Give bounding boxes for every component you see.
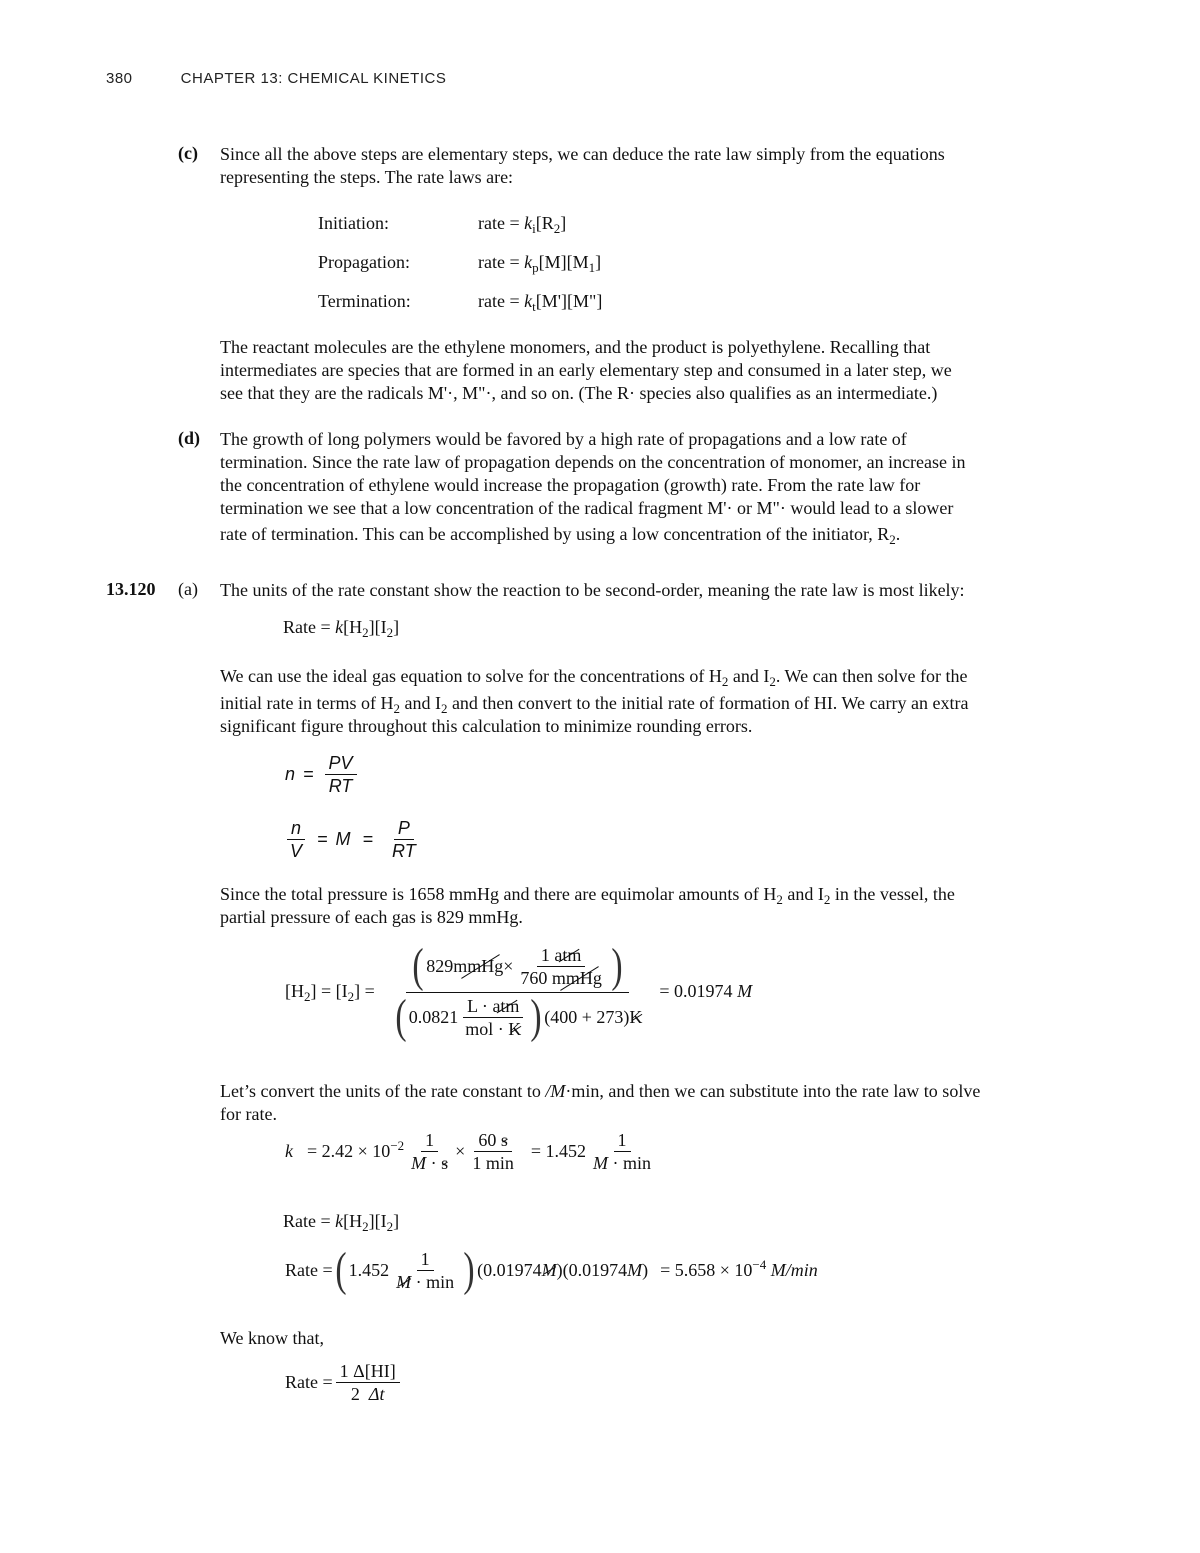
subscript: 2 <box>304 989 311 1004</box>
numerator: PV <box>325 752 357 775</box>
text: = 0.01974 <box>659 981 738 1001</box>
species: [R <box>535 213 554 233</box>
inverse-m-s <box>407 1129 452 1174</box>
page-number: 380 <box>106 70 133 87</box>
rate-law-name: Termination: <box>318 291 411 311</box>
species: [M][M <box>538 252 589 272</box>
k-symbol: k <box>524 252 533 272</box>
species: [M'][M"] <box>535 291 603 311</box>
text: ) <box>642 1259 649 1280</box>
denominator: RT <box>392 841 416 861</box>
k-subscript: p <box>532 260 539 275</box>
inverse-m-min <box>589 1129 655 1174</box>
equals: = <box>317 829 328 849</box>
cancelled-unit: atm <box>492 995 520 1016</box>
k-result: = 1.452 <box>530 1141 586 1161</box>
text: Since the total pressure is 1658 mmHg and there are equimolar amounts of H <box>220 884 777 904</box>
subscript: 2 <box>823 892 831 907</box>
text: Let’s convert the units of the rate constant to <box>220 1081 546 1101</box>
subscript: 2 <box>776 892 783 907</box>
rate-word: Rate = <box>283 617 336 637</box>
k-value <box>307 1138 405 1162</box>
part-c-label: (c) <box>178 143 198 163</box>
subscript: 2 <box>721 674 729 689</box>
i-symbol: ][I <box>368 617 387 637</box>
pressure-line-2: partial pressure of each gas is 829 mmHg. <box>220 907 523 927</box>
rate-word: Rate = <box>285 1259 333 1280</box>
paren-close: ) <box>611 939 623 992</box>
denominator <box>516 967 606 989</box>
text: 60 <box>478 1130 501 1150</box>
part-d-line-1: The growth of long polymers would be favored by a high rate of propagations and a low rate of <box>220 429 907 449</box>
paren-open: ( <box>395 990 407 1043</box>
ideal-gas-line-1 <box>220 665 968 688</box>
conversion-line-1 <box>220 1080 980 1103</box>
text: 760 <box>520 967 552 988</box>
h-symbol: [H <box>343 617 363 637</box>
text: initial rate in terms of H <box>220 693 394 713</box>
text: = 2.42 × 10 <box>307 1141 391 1161</box>
conversion-line-2: for rate. <box>220 1104 277 1124</box>
times: × <box>455 1141 466 1161</box>
cancelled-unit: M <box>396 1271 412 1292</box>
rate-law-name: Initiation: <box>318 213 389 233</box>
unit: M/min <box>766 1259 818 1280</box>
text: Δt <box>368 1384 385 1404</box>
part-c-para-line-3: see that they are the radicals M'·, M"·, and so on. (The R· species also qualifies as an intermediate.) <box>220 383 938 403</box>
exponent: −2 <box>390 1138 405 1153</box>
text: (400 + 273) <box>544 1007 630 1027</box>
equation-molarity <box>283 817 423 862</box>
bracket: ] <box>393 617 400 637</box>
subscript: 2 <box>889 532 896 547</box>
subscript: 2 <box>362 625 369 640</box>
numerator <box>336 1360 400 1383</box>
text: . We can then solve for the <box>775 666 968 686</box>
chapter-title: CHAPTER 13: CHEMICAL KINETICS <box>180 70 447 87</box>
numerator: P <box>394 817 414 840</box>
unit: /M <box>545 1081 566 1101</box>
k-subscript: t <box>532 299 536 314</box>
fraction-pv-rt <box>325 752 357 797</box>
denominator: RT <box>328 776 353 796</box>
cancelled-unit: s <box>500 1130 508 1150</box>
equals: = <box>362 829 374 849</box>
text: and then convert to the initial rate of formation of HI. We carry an extra <box>447 693 969 713</box>
species-subscript: 1 <box>588 260 596 275</box>
part-c-line-1: Since all the above steps are elementary steps, we can deduce the rate law simply from the equations <box>220 144 945 164</box>
denominator: 1 min <box>472 1153 514 1173</box>
text: = 5.658 × 10 <box>660 1259 753 1280</box>
text: Δ[HI] <box>353 1361 396 1381</box>
concentration-numerator <box>406 939 629 993</box>
equation-n-pv-rt <box>285 752 360 797</box>
rate-law-name: Propagation: <box>318 252 410 272</box>
equation-rate-hi <box>285 1360 403 1405</box>
text: 0.0821 <box>408 1007 459 1027</box>
problem-number: 13.120 <box>106 579 156 599</box>
rate-word: rate = <box>478 291 525 311</box>
k-symbol: k <box>285 1141 293 1161</box>
text: . <box>895 524 901 544</box>
subscript: 2 <box>386 1219 394 1234</box>
text: ] = [I <box>310 981 348 1001</box>
rate-word: rate = <box>478 252 525 272</box>
k-symbol: k <box>524 291 533 311</box>
part-a-intro: The units of the rate constant show the reaction to be second-order, meaning the rate law is most likely: <box>220 580 965 600</box>
text: mol · <box>465 1018 509 1039</box>
denominator <box>347 1383 389 1405</box>
we-know-that: We know that, <box>220 1328 325 1348</box>
part-c-line-2: representing the steps. The rate laws are: <box>220 167 514 187</box>
cancelled-unit: K <box>508 1018 522 1039</box>
fraction-p-rt <box>388 817 420 862</box>
m-symbol: M <box>411 1153 427 1173</box>
pressure-line-1 <box>220 883 955 906</box>
text: 1.452 <box>348 1259 390 1280</box>
rate-law-equation-2 <box>283 1210 399 1233</box>
times: × <box>503 956 514 976</box>
denominator <box>461 1018 525 1040</box>
subscript: 2 <box>393 701 400 716</box>
numerator: 1 <box>421 1129 438 1152</box>
part-d-label: (d) <box>178 428 200 448</box>
denominator <box>589 1152 655 1174</box>
m-symbol: M <box>737 981 753 1001</box>
fraction-half-delta <box>336 1360 400 1405</box>
gas-constant-unit <box>461 995 525 1040</box>
subscript: 2 <box>386 625 394 640</box>
text: )(0.01974 <box>556 1259 628 1280</box>
paren-close: ) <box>530 990 542 1043</box>
text: · min <box>411 1271 455 1292</box>
text: and I <box>782 884 824 904</box>
equation-concentration <box>285 939 753 1043</box>
equation-rate-calculation <box>285 1243 818 1296</box>
text: · min <box>608 1153 651 1173</box>
exponent: −4 <box>752 1256 767 1272</box>
text: [H <box>285 981 304 1001</box>
bracket: ] <box>393 1211 400 1231</box>
concentration-denominator <box>389 990 647 1043</box>
rate-law-expression <box>478 252 601 273</box>
part-d-line-4: termination we see that a low concentration of the radical fragment M'· or M"· would lead to a slower <box>220 498 954 518</box>
equals: = <box>303 764 314 784</box>
concentration-lhs <box>285 981 375 1002</box>
text: 2 <box>350 1384 360 1404</box>
part-d-line-5 <box>220 523 900 546</box>
part-c-para-line-1: The reactant molecules are the ethylene monomers, and the product is polyethylene. Recalling that <box>220 337 931 357</box>
denominator: M · s <box>411 1153 449 1173</box>
m-symbol: M <box>593 1153 608 1173</box>
page-header <box>106 70 446 87</box>
numerator: 1 <box>417 1248 434 1271</box>
subscript: 2 <box>769 674 776 689</box>
cancelled-unit: atm <box>554 944 582 965</box>
denominator <box>392 1271 458 1293</box>
inverse-m-min <box>392 1248 458 1293</box>
cancelled-unit: s <box>441 1153 449 1173</box>
rate-law-expression <box>478 213 566 234</box>
m-symbol: M <box>627 1259 643 1280</box>
h-symbol: [H <box>343 1211 363 1231</box>
rate-law-equation-1 <box>283 616 399 639</box>
subscript: 2 <box>362 1219 369 1234</box>
concentration-result <box>659 981 752 1002</box>
part-d-line-2: termination. Since the rate law of propagation depends on the concentration of monomer, an increase in <box>220 452 966 472</box>
equation-k-conversion <box>285 1129 658 1174</box>
bracket: ] <box>560 213 567 233</box>
part-d-line-3: the concentration of ethylene would increase the propagation (growth) rate. From the rate law for <box>220 475 921 495</box>
part-a-label: (a) <box>178 579 198 599</box>
m-symbol: M <box>335 829 351 849</box>
rate-word: Rate = <box>285 1372 333 1392</box>
text: and I <box>728 666 770 686</box>
numerator <box>463 995 523 1018</box>
text: ·min, and then we can substitute into the rate law to solve <box>565 1081 981 1101</box>
text: ] = <box>354 981 375 1001</box>
cancelled-unit: mmHg <box>551 967 602 988</box>
rate-word: rate = <box>478 213 525 233</box>
paren-open: ( <box>412 939 424 992</box>
seconds-per-minute <box>468 1129 518 1174</box>
fraction-n-v <box>286 817 306 862</box>
numerator <box>474 1129 512 1152</box>
text: L · <box>467 995 493 1016</box>
k-symbol: k <box>335 1211 344 1231</box>
bracket: ] <box>595 252 602 272</box>
ideal-gas-line-2 <box>220 692 968 715</box>
k-symbol: k <box>524 213 533 233</box>
denominator: V <box>290 841 303 861</box>
atm-fraction <box>516 944 606 989</box>
k-subscript: i <box>532 221 536 236</box>
rate-law-expression <box>478 291 602 312</box>
cancelled-unit: M <box>541 1259 557 1280</box>
paren-open: ( <box>335 1243 347 1296</box>
text: 1 <box>339 1361 349 1381</box>
cancelled-unit: K <box>629 1007 643 1027</box>
text: (0.01974 <box>477 1259 542 1280</box>
cancelled-unit: mmHg <box>453 956 504 976</box>
text: in the vessel, the <box>830 884 955 904</box>
text: 829 <box>426 956 454 976</box>
rate-word: Rate = <box>283 1211 336 1231</box>
numerator: n <box>287 817 305 840</box>
rate-result <box>660 1256 818 1281</box>
ideal-gas-line-3: significant figure throughout this calculation to minimize rounding errors. <box>220 716 753 736</box>
subscript: 2 <box>347 989 355 1004</box>
species-subscript: 2 <box>553 221 561 236</box>
numerator <box>537 944 586 967</box>
n-symbol: n <box>285 764 296 784</box>
paren-close: ) <box>463 1243 475 1296</box>
numerator: 1 <box>614 1129 631 1152</box>
text: and I <box>399 693 441 713</box>
text: We can use the ideal gas equation to solve for the concentrations of H <box>220 666 722 686</box>
i-symbol: ][I <box>368 1211 387 1231</box>
text: 1 <box>540 944 555 965</box>
k-symbol: k <box>335 617 344 637</box>
part-c-para-line-2: intermediates are species that are formed in an early elementary step and consumed in a later step, we <box>220 360 952 380</box>
subscript: 2 <box>440 701 448 716</box>
text: rate of termination. This can be accomplished by using a low concentration of the initiator, R <box>220 524 890 544</box>
concentration-fraction <box>389 939 647 1043</box>
